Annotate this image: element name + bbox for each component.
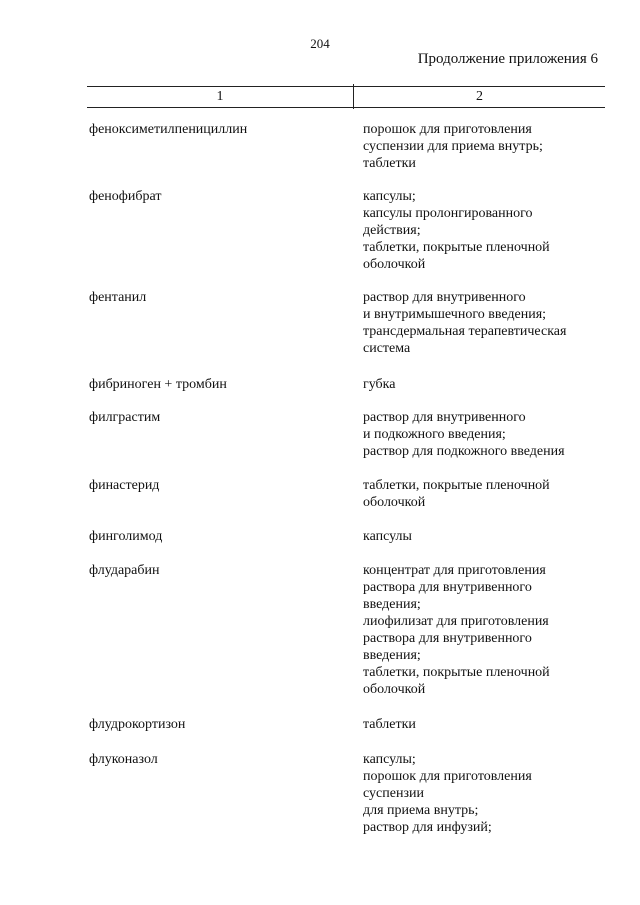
dosage-form-line: оболочкой — [363, 495, 426, 510]
dosage-form-line: капсулы — [363, 529, 412, 544]
dosage-form-line: суспензии для приема внутрь; — [363, 139, 543, 154]
dosage-forms — [363, 562, 613, 698]
dosage-form-line: таблетки, покрытые пленочной — [363, 240, 550, 255]
drug-name: флударабин — [89, 563, 160, 578]
dosage-form-line: раствор для инфузий; — [363, 820, 492, 835]
column-header-2: 2 — [476, 89, 483, 104]
drug-name: фибриноген + тромбин — [89, 377, 227, 392]
dosage-forms — [363, 188, 613, 273]
drug-name: фентанил — [89, 290, 147, 305]
dosage-form-line: и внутримышечного введения; — [363, 307, 547, 322]
dosage-form-line: капсулы; — [363, 752, 416, 767]
dosage-form-line: действия; — [363, 223, 421, 238]
dosage-forms — [363, 409, 613, 460]
dosage-form-line: суспензии — [363, 786, 424, 801]
dosage-form-line: капсулы; — [363, 189, 416, 204]
page-number: 204 — [310, 36, 330, 51]
dosage-form-line: таблетки, покрытые пленочной — [363, 665, 550, 680]
drug-name: финголимод — [89, 529, 163, 544]
dosage-form-line: лиофилизат для приготовления — [363, 614, 549, 629]
dosage-form-line: раствора для внутривенного — [363, 631, 532, 646]
dosage-form-line: губка — [363, 377, 396, 392]
dosage-form-line: введения; — [363, 597, 421, 612]
dosage-form-line: раствора для внутривенного — [363, 580, 532, 595]
dosage-form-line: таблетки — [363, 156, 416, 171]
dosage-form-line: раствор для подкожного введения — [363, 444, 565, 459]
dosage-form-line: оболочкой — [363, 257, 426, 272]
dosage-form-line: концентрат для приготовления — [363, 563, 546, 578]
dosage-form-line: порошок для приготовления — [363, 769, 532, 784]
drug-name: финастерид — [89, 478, 160, 493]
continuation-title: Продолжение приложения 6 — [417, 51, 598, 67]
dosage-forms — [363, 528, 613, 545]
dosage-form-line: введения; — [363, 648, 421, 663]
dosage-form-line: раствор для внутривенного — [363, 410, 526, 425]
dosage-form-line: таблетки, покрытые пленочной — [363, 478, 550, 493]
drug-name: флуконазол — [89, 752, 158, 767]
drug-name: флудрокортизон — [89, 717, 186, 732]
dosage-form-line: оболочкой — [363, 682, 426, 697]
dosage-forms — [363, 376, 613, 393]
column-header-1: 1 — [216, 89, 224, 104]
dosage-form-line: трансдермальная терапевтическая — [363, 324, 567, 339]
dosage-form-line: таблетки — [363, 717, 416, 732]
dosage-form-line: капсулы пролонгированного — [363, 206, 533, 221]
dosage-form-line: порошок для приготовления — [363, 122, 532, 137]
drug-name: феноксиметилпенициллин — [89, 122, 248, 137]
drug-name: филграстим — [89, 410, 161, 425]
dosage-form-line: система — [363, 341, 411, 356]
dosage-forms — [363, 716, 613, 733]
drug-name: фенофибрат — [89, 189, 162, 204]
dosage-form-line: для приема внутрь; — [363, 803, 479, 818]
dosage-forms — [363, 289, 613, 357]
table-header — [87, 86, 605, 108]
dosage-forms — [363, 477, 613, 511]
dosage-form-line: и подкожного введения; — [363, 427, 506, 442]
dosage-form-line: раствор для внутривенного — [363, 290, 526, 305]
dosage-forms — [363, 121, 613, 172]
dosage-forms — [363, 751, 613, 836]
